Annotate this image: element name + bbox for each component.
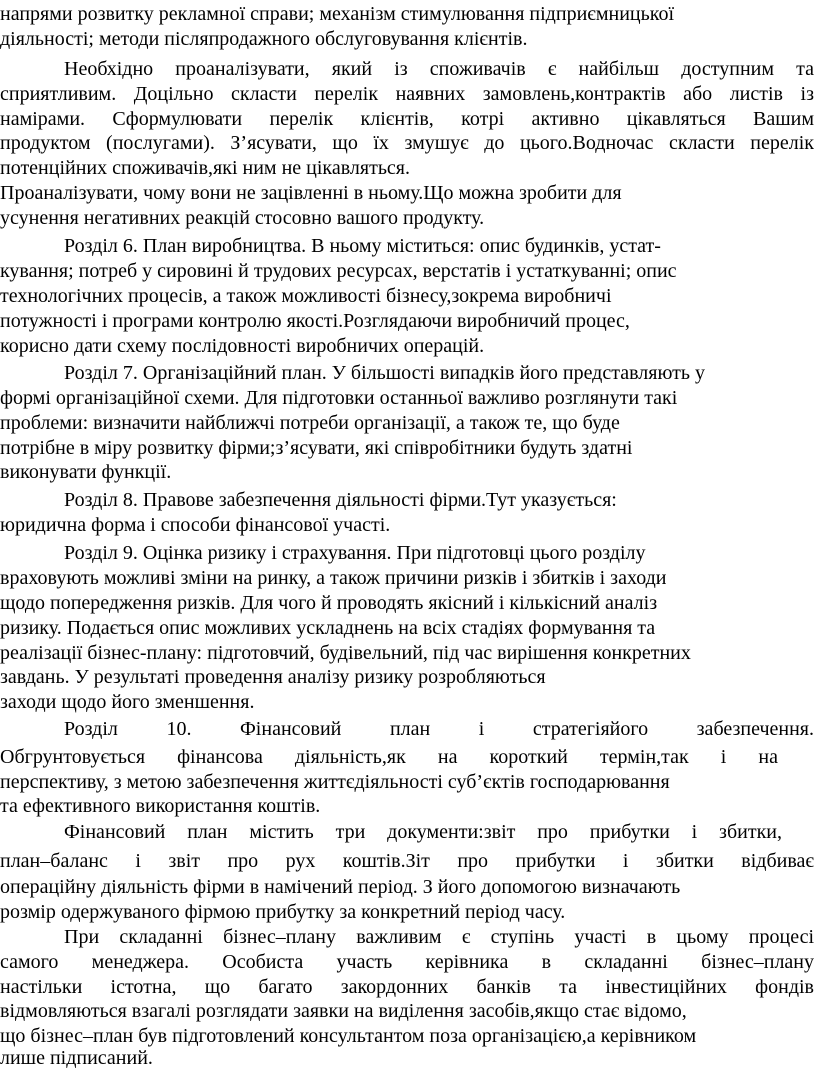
- text-line: Розділ 8. Правове забезпечення діяльності фірми.Тут указується:: [64, 489, 617, 511]
- text-line: що бізнес–план був підготовлений консультантом поза організацією,а керівником: [0, 1025, 697, 1047]
- text-line: потужності і програми контролю якості.Розглядаючи виробничий процес,: [0, 310, 630, 332]
- text-line: технологічних процесів, а також можливості бізнесу,зокрема виробничі: [0, 285, 612, 307]
- text-line: розмір одержуваного фірмою прибутку за конкретний період часу.: [0, 901, 566, 923]
- text-line: реалізації бізнес-плану: підготовчий, будівельний, під час вирішення конкретних: [0, 642, 691, 664]
- text-line: операційну діяльність фірми в намічений період. З його допомогою визначають: [0, 876, 681, 898]
- text-line: усунення негативних реакцій стосовно вашого продукту.: [0, 207, 485, 229]
- text-line: перспективу, з метою забезпечення життєдіяльності суб’єктів господарювання: [0, 771, 670, 793]
- text-line: Обгрунтовується фінансова діяльність,як на короткий термін,так і на: [0, 746, 778, 768]
- text-line: діяльності; методи післяпродажного обслуговування клієнтів.: [0, 28, 528, 50]
- text-line: настільки істотна, що багато закордонних банків та інвестиційних фондів: [0, 976, 814, 998]
- text-line: та ефективного використання коштів.: [0, 795, 321, 817]
- text-line: Розділ 9. Оцінка ризику і страхування. При підготовці цього розділу: [64, 542, 646, 564]
- text-line: намірами. Сформулювати перелік клієнтів, котрі активно цікавляться Вашим: [0, 108, 814, 130]
- text-line: заходи щодо його зменшення.: [0, 691, 255, 713]
- text-line: Розділ 10. Фінансовий план і стратегіяйого забезпечення.: [64, 718, 814, 740]
- text-line: корисно дати схему послідовності виробничих операцій.: [0, 335, 485, 357]
- text-line: відмовляються взагалі розглядати заявки на виділення засобів,якщо стає відомо,: [0, 1000, 687, 1022]
- text-line: враховують можливі зміни на ринку, а також причини ризків і збитків і заходи: [0, 567, 667, 589]
- text-line: кування; потреб у сировині й трудових ресурсах, верстатів і устаткуванні; опис: [0, 260, 677, 282]
- text-line: Розділ 6. План виробництва. В ньому міститься: опис будинків, устат-: [64, 235, 661, 257]
- text-line: сприятливим. Доцільно скласти перелік наявних замовлень,контрактів або листів із: [0, 83, 814, 105]
- text-line: план–баланс і звіт про рух коштів.Зіт про прибутки і збитки відбиває: [0, 850, 814, 872]
- text-line: проблеми: визначити найближчі потреби організації, а також те, що буде: [0, 412, 620, 434]
- text-line: лише підписаний.: [0, 1047, 153, 1069]
- text-line: продуктом (послугами). З’ясувати, що їх змушує до цього.Водночас скласти перелік: [0, 132, 814, 154]
- text-line: виконувати функції.: [0, 461, 172, 483]
- text-line: напрями розвитку рекламної справи; механізм стимулювання підприємницької: [0, 3, 674, 25]
- text-line: При складанні бізнес–плану важливим є ступінь участі в цьому процесі: [64, 926, 814, 948]
- text-line: Необхідно проаналізувати, який із споживачів є найбільш доступним та: [64, 58, 814, 80]
- text-line: Проаналізувати, чому вони не зацівленні в ньому.Що можна зробити для: [0, 182, 622, 204]
- text-line: Розділ 7. Організаційний план. У більшості випадків його представляють у: [64, 362, 705, 384]
- text-line: потенційних споживачів,які ним не цікавляться.: [0, 157, 411, 179]
- text-line: щодо попередження ризків. Для чого й проводять якісний і кількісний аналіз: [0, 592, 658, 614]
- text-line: самого менеджера. Особиста участь керівника в складанні бізнес–плану: [0, 951, 814, 973]
- text-line: завдань. У результаті проведення аналізу ризику розробляються: [0, 666, 546, 688]
- text-line: Фінансовий план містить три документи:звіт про прибутки і збитки,: [64, 821, 782, 843]
- text-line: ризику. Подається опис можливих ускладнень на всіх стадіях формування та: [0, 617, 656, 639]
- text-line: формі організаційної схеми. Для підготовки останньої важливо розглянути такі: [0, 387, 678, 409]
- text-line: юридична форма і способи фінансової участі.: [0, 514, 391, 536]
- text-line: потрібне в міру розвитку фірми;з’ясувати, які співробітники будуть здатні: [0, 437, 633, 459]
